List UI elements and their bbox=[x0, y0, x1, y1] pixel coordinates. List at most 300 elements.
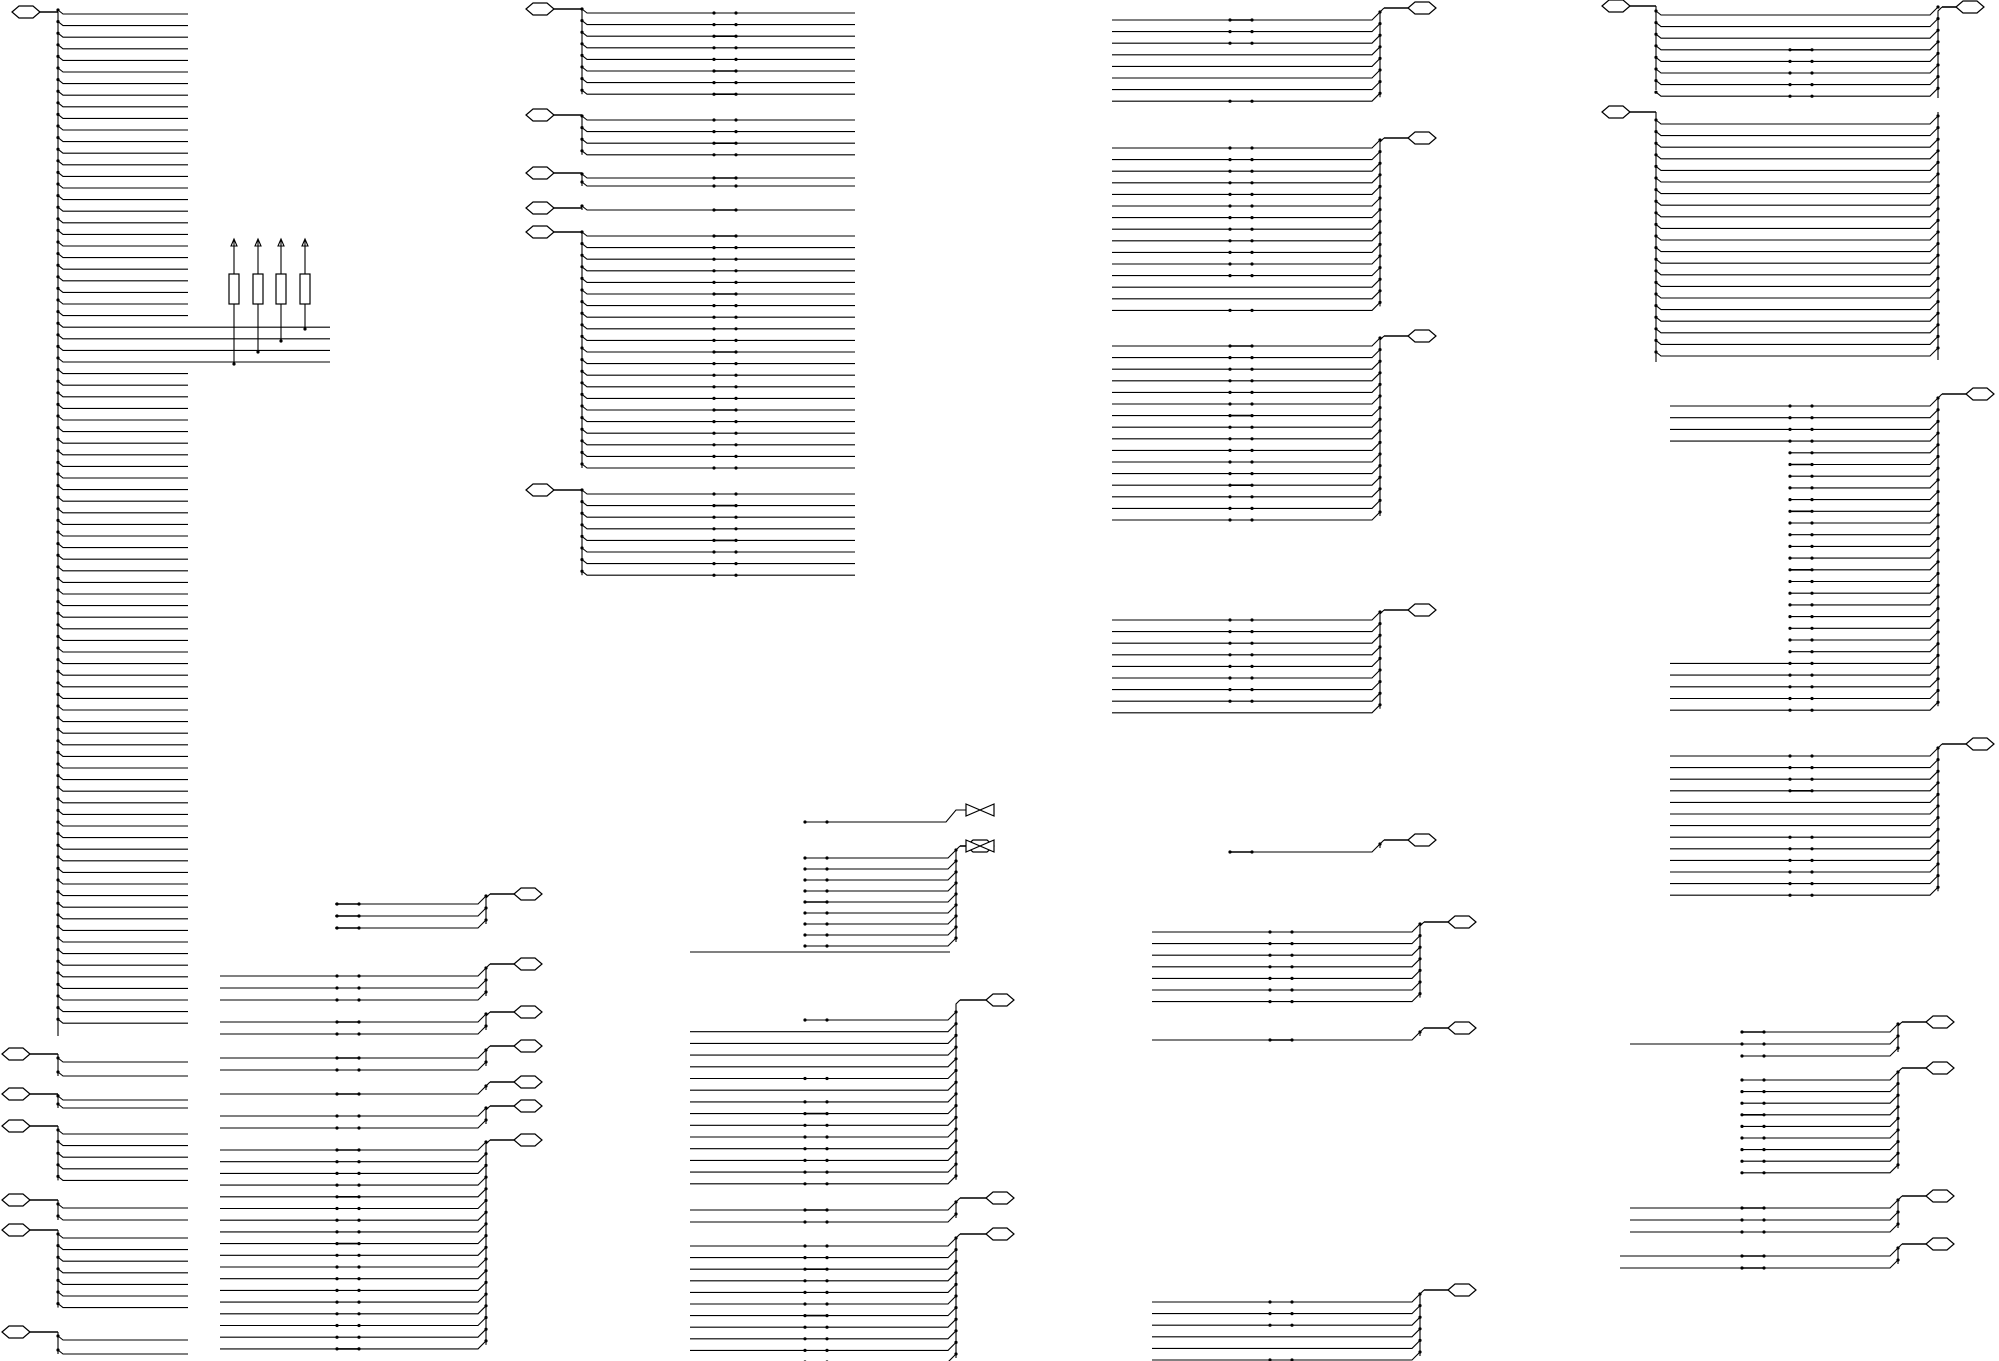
bus-member-wire bbox=[1656, 42, 1938, 50]
junction-dot bbox=[56, 704, 59, 707]
junction-dot bbox=[712, 35, 715, 38]
bus-member-wire bbox=[1670, 410, 1938, 418]
junction-dot bbox=[1788, 71, 1791, 74]
bus-member-wire bbox=[58, 845, 188, 849]
junction-dot bbox=[484, 1246, 487, 1249]
junction-dot bbox=[1378, 476, 1381, 479]
junction-dot bbox=[56, 658, 59, 661]
junction-dot bbox=[56, 902, 59, 905]
junction-dot bbox=[1936, 335, 1939, 338]
junction-dot bbox=[1268, 988, 1271, 991]
junction-dot bbox=[1762, 1113, 1765, 1116]
bus-member-wire bbox=[58, 161, 188, 165]
bus-member-wire bbox=[58, 903, 188, 907]
bus-member-wire bbox=[1112, 682, 1380, 690]
bus-member-wire bbox=[1112, 431, 1380, 439]
junction-dot bbox=[1250, 146, 1253, 149]
bus-port-icon bbox=[514, 1040, 542, 1052]
junction-dot bbox=[335, 1312, 338, 1315]
junction-dot bbox=[484, 1152, 487, 1155]
junction-dot bbox=[1762, 1148, 1765, 1151]
junction-dot bbox=[56, 646, 59, 649]
junction-dot bbox=[1228, 665, 1231, 668]
bus-member-wire bbox=[58, 625, 188, 629]
bus-member-wire bbox=[1112, 24, 1380, 32]
junction-dot bbox=[1250, 665, 1253, 668]
junction-dot bbox=[56, 844, 59, 847]
bus-member-wire bbox=[1112, 140, 1380, 148]
bus-member-wire bbox=[1112, 419, 1380, 427]
junction-dot bbox=[734, 527, 737, 530]
bus-port-icon bbox=[526, 3, 554, 15]
junction-dot bbox=[712, 11, 715, 14]
junction-dot bbox=[734, 11, 737, 14]
junction-dot bbox=[1228, 181, 1231, 184]
junction-dot bbox=[580, 462, 583, 465]
junction-dot bbox=[825, 1018, 828, 1021]
junction-dot bbox=[734, 118, 737, 121]
resistor-icon bbox=[253, 274, 263, 304]
junction-dot bbox=[1654, 79, 1657, 82]
bus-member-wire bbox=[582, 452, 855, 456]
bus-member-wire bbox=[1656, 139, 1938, 147]
junction-dot bbox=[357, 1032, 360, 1035]
junction-dot bbox=[1936, 701, 1939, 704]
bus-member-wire bbox=[58, 288, 188, 292]
junction-dot bbox=[1936, 346, 1939, 349]
bus-port-icon bbox=[1408, 132, 1436, 144]
junction-dot bbox=[1788, 568, 1791, 571]
bus-member-wire bbox=[1112, 408, 1380, 416]
junction-dot bbox=[1936, 549, 1939, 552]
bus-member-wire bbox=[58, 636, 188, 640]
junction-dot bbox=[734, 455, 737, 458]
junction-dot bbox=[712, 292, 715, 295]
bus-member-wire bbox=[58, 462, 188, 466]
bus-member-wire bbox=[58, 509, 188, 513]
bus-member-wire bbox=[690, 1059, 956, 1067]
bus-member-wire bbox=[1656, 128, 1938, 136]
junction-dot bbox=[1654, 327, 1657, 330]
junction-dot bbox=[1228, 414, 1231, 417]
junction-dot bbox=[1936, 619, 1939, 622]
junction-dot bbox=[1378, 394, 1381, 397]
bus-member-wire bbox=[58, 1292, 188, 1296]
junction-dot bbox=[1654, 188, 1657, 191]
junction-dot bbox=[56, 855, 59, 858]
junction-dot bbox=[56, 368, 59, 371]
junction-dot bbox=[803, 1337, 806, 1340]
bus-member-wire bbox=[58, 729, 188, 733]
bus-member-wire bbox=[58, 1204, 188, 1208]
bus-member-wire bbox=[1656, 232, 1938, 240]
bus-member-wire bbox=[58, 1246, 188, 1250]
pull-up-resistors bbox=[229, 239, 310, 364]
bus-member-wire bbox=[690, 1296, 956, 1304]
bus-member-wire bbox=[58, 706, 188, 710]
bus-member-wire bbox=[58, 323, 330, 327]
junction-dot bbox=[803, 1124, 806, 1127]
junction-dot bbox=[1654, 165, 1657, 168]
junction-dot bbox=[1228, 193, 1231, 196]
junction-dot bbox=[1936, 396, 1939, 399]
junction-dot bbox=[1228, 379, 1231, 382]
bus-member-wire bbox=[220, 1014, 486, 1022]
junction-dot bbox=[712, 142, 715, 145]
bus-member-wire bbox=[1152, 970, 1420, 978]
bus-member-wire bbox=[690, 1261, 956, 1269]
junction-dot bbox=[954, 1271, 957, 1274]
junction-dot bbox=[1654, 211, 1657, 214]
terminator-icon bbox=[966, 804, 994, 816]
junction-dot bbox=[484, 1339, 487, 1342]
junction-dot bbox=[1936, 595, 1939, 598]
junction-dot bbox=[1250, 18, 1253, 21]
junction-dot bbox=[1788, 859, 1791, 862]
junction-dot bbox=[1250, 472, 1253, 475]
bus-port-icon bbox=[514, 1134, 542, 1146]
junction-dot bbox=[1654, 44, 1657, 47]
junction-dot bbox=[1936, 513, 1939, 516]
junction-dot bbox=[1936, 467, 1939, 470]
bus-member-wire bbox=[220, 1086, 486, 1094]
junction-dot bbox=[580, 512, 583, 515]
junction-dot bbox=[56, 333, 59, 336]
junction-dot bbox=[1788, 592, 1791, 595]
junction-dot bbox=[825, 1208, 828, 1211]
bus-member-wire bbox=[58, 938, 188, 942]
junction-dot bbox=[1936, 161, 1939, 164]
bus-member-wire bbox=[58, 787, 188, 791]
bus-member-wire bbox=[690, 1141, 956, 1149]
junction-dot bbox=[580, 31, 583, 34]
junction-dot bbox=[1228, 391, 1231, 394]
bus-member-wire bbox=[1152, 982, 1420, 990]
junction-dot bbox=[1762, 1266, 1765, 1269]
junction-dot bbox=[56, 403, 59, 406]
junction-dot bbox=[1936, 172, 1939, 175]
junction-dot bbox=[357, 1265, 360, 1268]
bus-member-wire bbox=[1656, 151, 1938, 159]
bus-member-wire bbox=[1656, 197, 1938, 205]
junction-dot bbox=[580, 312, 583, 315]
junction-dot bbox=[825, 933, 828, 936]
junction-dot bbox=[56, 78, 59, 81]
junction-dot bbox=[357, 1184, 360, 1187]
junction-dot bbox=[1250, 495, 1253, 498]
junction-dot bbox=[1228, 158, 1231, 161]
bus-member-wire bbox=[1670, 794, 1938, 802]
bus-member-wire bbox=[1112, 693, 1380, 701]
bus-member-wire bbox=[1742, 1084, 1898, 1092]
bus-member-wire bbox=[58, 451, 188, 455]
bus-member-wire bbox=[1670, 748, 1938, 756]
bus-member-wire bbox=[58, 590, 188, 594]
bus-member-wire bbox=[690, 1035, 956, 1043]
junction-dot bbox=[1762, 1054, 1765, 1057]
junction-dot bbox=[712, 539, 715, 542]
bus-member-wire bbox=[690, 1284, 956, 1292]
junction-dot bbox=[734, 339, 737, 342]
junction-dot bbox=[580, 416, 583, 419]
junction-dot bbox=[56, 484, 59, 487]
junction-dot bbox=[1936, 677, 1939, 680]
junction-dot bbox=[1378, 429, 1381, 432]
bus-member-wire bbox=[58, 184, 188, 188]
junction-dot bbox=[1762, 1078, 1765, 1081]
junction-dot bbox=[1228, 309, 1231, 312]
bus-member-wire bbox=[1670, 691, 1938, 699]
junction-dot bbox=[357, 1230, 360, 1233]
junction-dot bbox=[1788, 789, 1791, 792]
bus-member-wire bbox=[690, 1354, 956, 1361]
bus-member-wire bbox=[1112, 512, 1380, 520]
bus-member-wire bbox=[1112, 396, 1380, 404]
junction-dot bbox=[56, 600, 59, 603]
bus-member-wire bbox=[1112, 186, 1380, 194]
bus-member-wire bbox=[1656, 313, 1938, 321]
junction-dot bbox=[712, 385, 715, 388]
bus-member-wire bbox=[1670, 876, 1938, 884]
bus-member-wire bbox=[1742, 1118, 1898, 1126]
junction-dot bbox=[825, 889, 828, 892]
junction-dot bbox=[1896, 1198, 1899, 1201]
junction-dot bbox=[712, 397, 715, 400]
junction-dot bbox=[580, 19, 583, 22]
bus-member-wire bbox=[1656, 186, 1938, 194]
junction-dot bbox=[56, 32, 59, 35]
junction-dot bbox=[1378, 348, 1381, 351]
junction-dot bbox=[1740, 1160, 1743, 1163]
junction-dot bbox=[56, 971, 59, 974]
bus-member-wire bbox=[58, 242, 188, 246]
junction-dot bbox=[1740, 1206, 1743, 1209]
junction-dot bbox=[1654, 304, 1657, 307]
junction-dot bbox=[1378, 668, 1381, 671]
junction-dot bbox=[1740, 1230, 1743, 1233]
junction-dot bbox=[712, 443, 715, 446]
junction-dot bbox=[56, 43, 59, 46]
junction-dot bbox=[954, 870, 957, 873]
bus-member-wire bbox=[58, 776, 188, 780]
junction-dot bbox=[580, 300, 583, 303]
junction-dot bbox=[1228, 251, 1231, 254]
bus-member-wire bbox=[58, 1019, 188, 1023]
bus-port-icon bbox=[12, 6, 40, 18]
junction-dot bbox=[1228, 484, 1231, 487]
junction-dot bbox=[1896, 1210, 1899, 1213]
junction-dot bbox=[484, 966, 487, 969]
bus-member-wire bbox=[582, 255, 855, 259]
junction-dot bbox=[335, 1324, 338, 1327]
bus-member-wire bbox=[1656, 7, 1938, 15]
junction-dot bbox=[1250, 100, 1253, 103]
junction-dot bbox=[1228, 146, 1231, 149]
junction-dot bbox=[56, 275, 59, 278]
bus-trunks bbox=[58, 6, 1942, 1358]
junction-dot bbox=[803, 820, 806, 823]
bus-member-wire bbox=[58, 196, 188, 200]
junction-dot bbox=[1268, 1324, 1271, 1327]
junction-dot bbox=[1378, 610, 1381, 613]
bus-member-wire bbox=[58, 404, 188, 408]
junction-dot bbox=[335, 1184, 338, 1187]
bus-member-wire bbox=[58, 857, 188, 861]
junction-dot bbox=[734, 362, 737, 365]
junction-dot bbox=[825, 820, 828, 823]
junction-dot bbox=[1250, 402, 1253, 405]
bus-member-wire bbox=[58, 1336, 188, 1340]
bus-member-wire bbox=[335, 908, 486, 916]
junction-dot bbox=[1810, 557, 1813, 560]
junction-dot bbox=[825, 1171, 828, 1174]
bus-member-wire bbox=[1656, 278, 1938, 286]
bus-member-wire bbox=[58, 694, 188, 698]
junction-dot bbox=[954, 1260, 957, 1263]
junction-dot bbox=[56, 1128, 59, 1131]
junction-dot bbox=[1936, 300, 1939, 303]
junction-dot bbox=[1788, 754, 1791, 757]
junction-dot bbox=[56, 1279, 59, 1282]
junction-dot bbox=[734, 397, 737, 400]
junction-dot bbox=[1250, 42, 1253, 45]
bus-member-wire bbox=[1152, 1329, 1420, 1337]
bus-port-icon bbox=[514, 1100, 542, 1112]
junction-dot bbox=[1810, 603, 1813, 606]
bus-member-wire bbox=[58, 335, 330, 339]
junction-dot bbox=[580, 558, 583, 561]
bus-member-wire bbox=[1742, 1165, 1898, 1173]
bus-member-wire bbox=[582, 21, 855, 25]
junction-dot bbox=[1762, 1125, 1765, 1128]
junction-dot bbox=[1936, 781, 1939, 784]
bus-member-wire bbox=[1112, 658, 1380, 666]
junction-dot bbox=[1896, 1105, 1899, 1108]
junction-dot bbox=[357, 914, 360, 917]
junction-dot bbox=[1378, 254, 1381, 257]
bus-member-wire bbox=[690, 1152, 956, 1160]
bus-member-wire bbox=[1670, 667, 1938, 675]
junction-dot bbox=[1378, 10, 1381, 13]
junction-dot bbox=[734, 408, 737, 411]
junction-dot bbox=[1740, 1254, 1743, 1257]
junction-dot bbox=[954, 1116, 957, 1119]
junction-dot bbox=[1268, 954, 1271, 957]
bus-member-wire bbox=[58, 868, 188, 872]
bus-member-wire bbox=[58, 718, 188, 722]
junction-dot bbox=[1936, 184, 1939, 187]
bus-member-wire bbox=[582, 313, 855, 317]
bus-member-wire bbox=[1670, 679, 1938, 687]
bus-port-icon bbox=[514, 958, 542, 970]
junction-dot bbox=[954, 1127, 957, 1130]
junction-dot bbox=[56, 322, 59, 325]
junction-dot bbox=[1810, 60, 1813, 63]
junction-dot bbox=[335, 1289, 338, 1292]
bus-member-wire bbox=[1656, 267, 1938, 275]
junction-dot bbox=[484, 1164, 487, 1167]
bus-member-wire bbox=[1670, 433, 1938, 441]
junction-dot bbox=[734, 374, 737, 377]
junction-dot bbox=[56, 356, 59, 359]
junction-dot bbox=[1788, 545, 1791, 548]
junction-dot bbox=[734, 420, 737, 423]
bus-member-wire bbox=[1742, 1142, 1898, 1150]
junction-dot bbox=[954, 1139, 957, 1142]
junction-dot bbox=[357, 1312, 360, 1315]
junction-dot bbox=[335, 998, 338, 1001]
junction-dot bbox=[1228, 653, 1231, 656]
junction-dot bbox=[712, 81, 715, 84]
junction-dot bbox=[1936, 126, 1939, 129]
junction-dot bbox=[1936, 572, 1939, 575]
bus-member-wire bbox=[1656, 19, 1938, 27]
junction-dot bbox=[1936, 816, 1939, 819]
junction-dot bbox=[1788, 766, 1791, 769]
junction-dot bbox=[712, 58, 715, 61]
junction-dot bbox=[1936, 746, 1939, 749]
junction-dot bbox=[1378, 278, 1381, 281]
junction-dot bbox=[56, 148, 59, 151]
junction-dot bbox=[484, 1176, 487, 1179]
bus-member-wire bbox=[58, 1096, 188, 1100]
junction-dot bbox=[954, 925, 957, 928]
junction-dot bbox=[1290, 1300, 1293, 1303]
junction-dot bbox=[1654, 142, 1657, 145]
junction-dot bbox=[56, 925, 59, 928]
junction-dot bbox=[56, 623, 59, 626]
junction-dot bbox=[1250, 700, 1253, 703]
junction-dot bbox=[1418, 1316, 1421, 1319]
bus-member-wire bbox=[690, 1238, 956, 1246]
junction-dot bbox=[712, 258, 715, 261]
bus-member-wire bbox=[582, 418, 855, 422]
bus-member-wire bbox=[220, 1247, 486, 1255]
bus-member-wire bbox=[690, 1176, 956, 1184]
junction-dot bbox=[580, 535, 583, 538]
junction-dot bbox=[954, 1163, 957, 1166]
junction-dot bbox=[56, 716, 59, 719]
junction-dot bbox=[1936, 537, 1939, 540]
junction-dot bbox=[357, 1347, 360, 1350]
junction-dot bbox=[1896, 1152, 1899, 1155]
junction-dot bbox=[484, 1316, 487, 1319]
junction-dot bbox=[825, 1124, 828, 1127]
junction-dot bbox=[1896, 1258, 1899, 1261]
junction-dot bbox=[734, 46, 737, 49]
junction-dot bbox=[734, 153, 737, 156]
junction-dot bbox=[56, 1202, 59, 1205]
junction-dot bbox=[357, 1160, 360, 1163]
junction-dot bbox=[1810, 894, 1813, 897]
junction-dot bbox=[1788, 60, 1791, 63]
junction-dot bbox=[1936, 207, 1939, 210]
bus-port-icon bbox=[1408, 834, 1436, 846]
junction-dot bbox=[1936, 886, 1939, 889]
junction-dot bbox=[1936, 793, 1939, 796]
junction-dot bbox=[712, 350, 715, 353]
junction-dot bbox=[803, 1208, 806, 1211]
junction-dot bbox=[580, 242, 583, 245]
bus-port-icon bbox=[1408, 604, 1436, 616]
bus-member-wire bbox=[58, 22, 188, 26]
junction-dot bbox=[1228, 437, 1231, 440]
junction-dot bbox=[954, 1329, 957, 1332]
bus-member-wire bbox=[335, 896, 486, 904]
bus-trunk bbox=[486, 1140, 490, 1345]
junction-dot bbox=[1654, 9, 1657, 12]
junction-dot bbox=[1228, 426, 1231, 429]
